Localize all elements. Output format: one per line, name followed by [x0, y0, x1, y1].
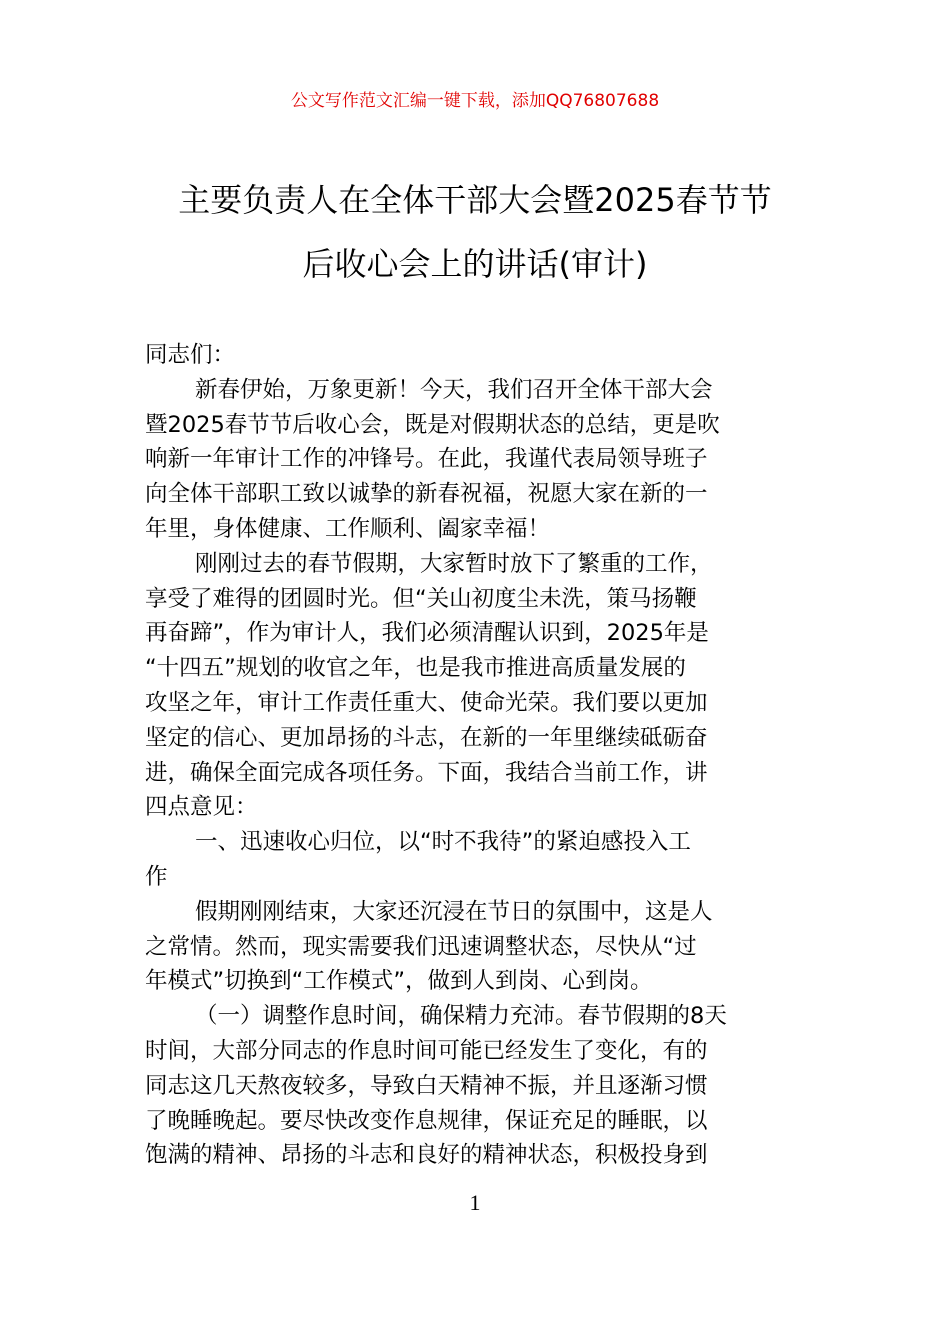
body-line: 坚定的信心、更加昂扬的斗志，在新的一年里继续砥砺奋 [145, 724, 708, 751]
body-line: 响新一年审计工作的冲锋号。在此，我谨代表局领导班子 [145, 446, 708, 473]
body-line: 年模式”切换到“工作模式”，做到人到岗、心到岗。 [145, 968, 653, 995]
body-line: 假期刚刚结束，大家还沉浸在节日的氛围中，这是人 [195, 898, 713, 925]
body-line: 年里，身体健康、工作顺利、阖家幸福！ [145, 515, 551, 542]
header-note: 公文写作范文汇编一键下载，添加QQ76807688 [290, 91, 660, 111]
body-line: 暨2025春节节后收心会，既是对假期状态的总结，更是吹 [145, 411, 720, 438]
document-title [120, 168, 830, 296]
body-line: 同志这几天熬夜较多，导致白天精神不振，并且逐渐习惯 [145, 1072, 708, 1099]
document-body [145, 338, 807, 1173]
body-line: 再奋蹄”，作为审计人，我们必须清醒认识到，2025年是 [145, 620, 709, 647]
body-line: 享受了难得的团圆时光。但“关山初度尘未洗，策马扬鞭 [145, 585, 697, 612]
title-line-2: 后收心会上的讲话(审计) [302, 245, 648, 283]
body-line: 了晚睡晚起。要尽快改变作息规律，保证充足的睡眠，以 [145, 1107, 708, 1134]
body-line: 刚刚过去的春节假期，大家暂时放下了繁重的工作， [195, 550, 713, 577]
title-line-1: 主要负责人在全体干部大会暨2025春节节 [178, 181, 772, 219]
section-heading-line: 作 [145, 863, 168, 890]
body-line: 之常情。然而，现实需要我们迅速调整状态，尽快从“过 [145, 933, 697, 960]
body-line: 进，确保全面完成各项任务。下面，我结合当前工作，讲 [145, 759, 708, 786]
section-heading-line: 一、迅速收心归位，以“时不我待”的紧迫感投入工 [195, 829, 691, 856]
body-line: “十四五”规划的收官之年，也是我市推进高质量发展的 [145, 655, 686, 682]
body-line: （一）调整作息时间，确保精力充沛。春节假期的8天 [195, 1003, 727, 1030]
body-line: 向全体干部职工致以诚挚的新春祝福，祝愿大家在新的一 [145, 481, 708, 508]
body-line: 时间，大部分同志的作息时间可能已经发生了变化，有的 [145, 1037, 708, 1064]
body-line: 四点意见： [145, 794, 258, 821]
body-line: 同志们： [145, 342, 236, 368]
page-number: 1 [469, 1190, 481, 1215]
body-line: 饱满的精神、昂扬的斗志和良好的精神状态，积极投身到 [145, 1142, 708, 1169]
body-line: 攻坚之年，审计工作责任重大、使命光荣。我们要以更加 [145, 689, 708, 716]
body-line: 新春伊始，万象更新！今天，我们召开全体干部大会 [195, 376, 713, 403]
